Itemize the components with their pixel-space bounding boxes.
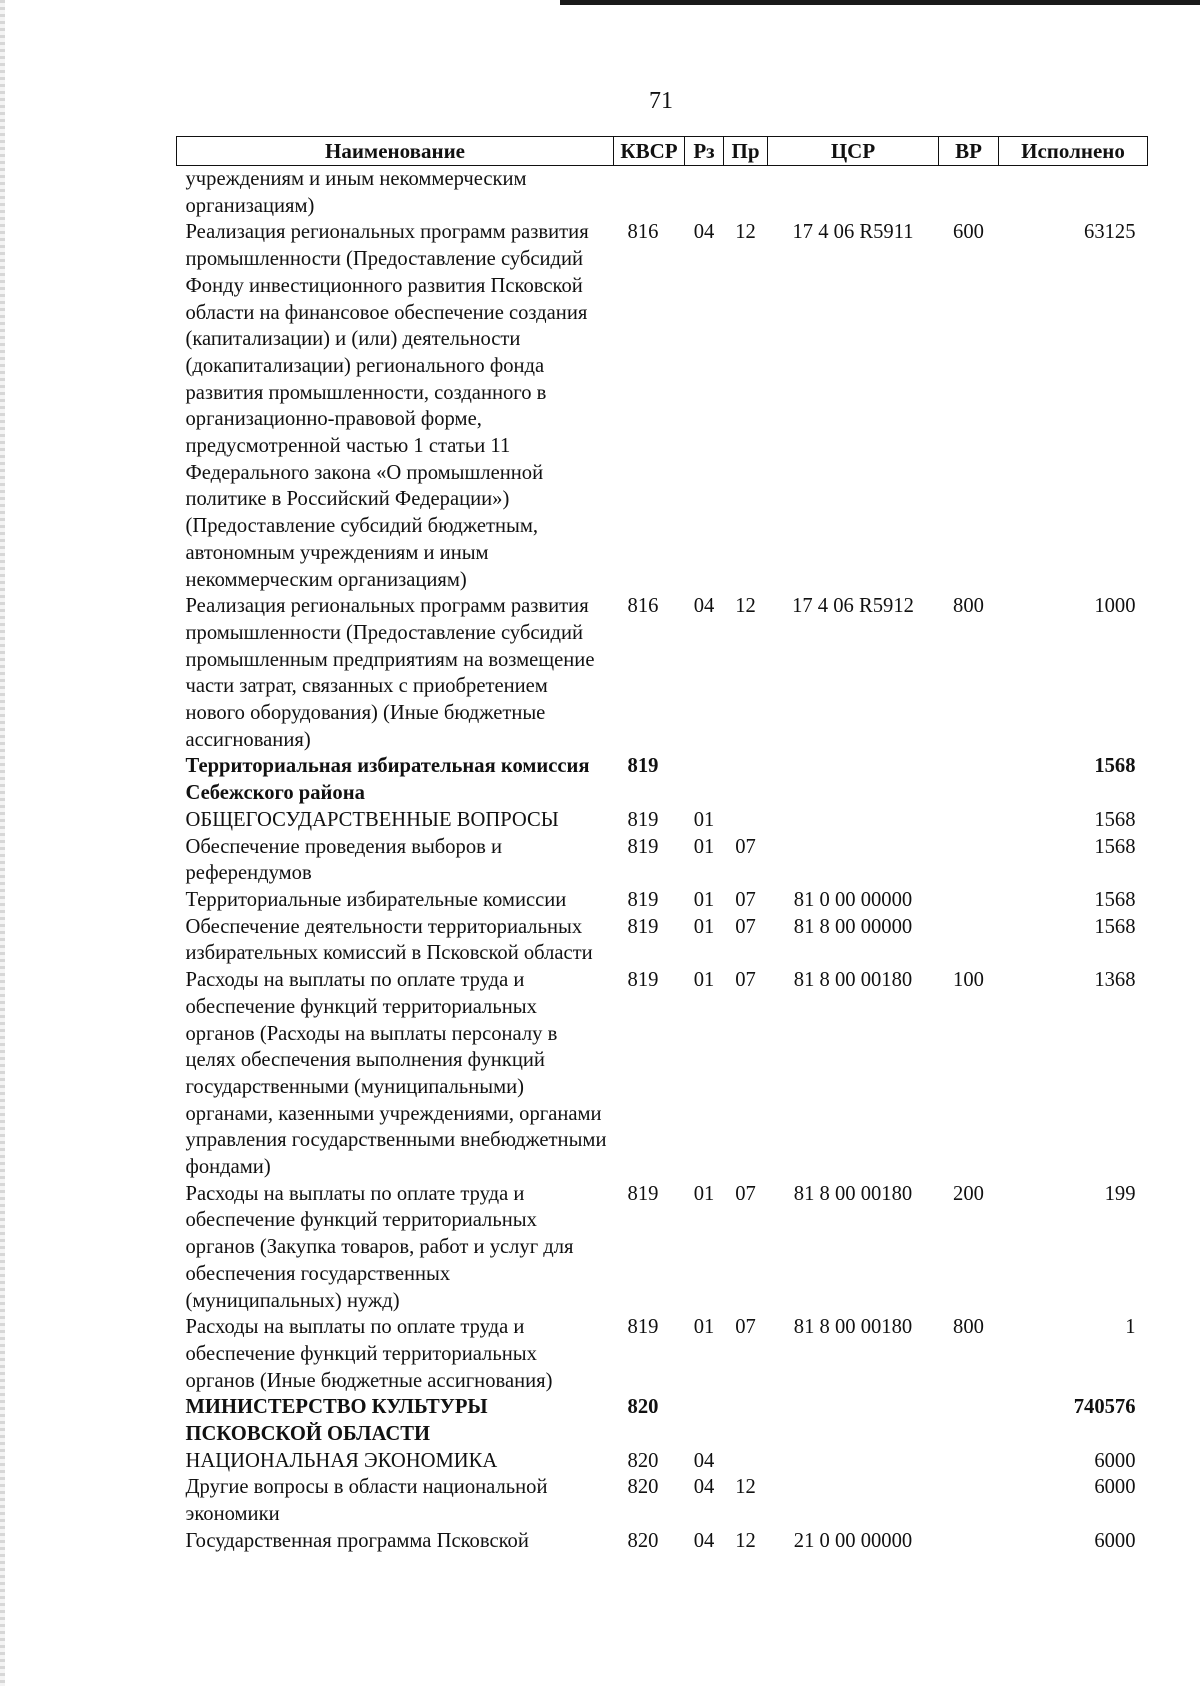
cell-csr [768,807,939,834]
cell-executed: 1568 [1094,888,1136,911]
cell-rz: 04 [693,1476,715,1499]
cell-executed: 1000 [1094,595,1136,618]
cell-vr [939,914,999,967]
cell-pr [724,1394,768,1447]
cell-executed: 199 [1104,1182,1136,1205]
cell-csr [768,166,939,220]
cell-rz [685,753,724,806]
cell-csr: 81 8 00 00000 [793,915,913,938]
cell-vr [939,834,999,887]
cell-name: Территориальная избирательная комиссия Себежского района [185,755,590,805]
cell-rz [685,166,724,220]
cell-vr [939,887,999,914]
header-vr: ВР [939,137,999,166]
cell-pr: 12 [735,595,756,618]
cell-rz: 04 [693,595,715,618]
cell-rz: 04 [693,221,715,244]
cell-name: Расходы на выплаты по оплате труда и обеспечение функций территориальных органов (Иные бюджетные ассигнования) [185,1316,553,1392]
header-csr: ЦСР [768,137,939,166]
cell-pr: 12 [735,1476,756,1499]
cell-name: Государственная программа Псковской [185,1529,529,1552]
cell-name: Территориальные избирательные комиссии [185,888,567,911]
table-row [177,967,1148,1181]
cell-pr [724,807,768,834]
cell-csr: 81 8 00 00180 [793,1182,913,1205]
cell-rz: 01 [693,835,715,858]
cell-kvsr [614,166,685,220]
cell-kvsr: 819 [627,1182,659,1205]
cell-pr [724,1448,768,1475]
table-row [177,593,1148,753]
cell-pr [724,166,768,220]
cell-vr [939,1528,999,1555]
scan-edge-left [0,0,5,1686]
table-row [177,1528,1148,1555]
header-kvsr: КВСР [614,137,685,166]
cell-csr: 21 0 00 00000 [793,1529,913,1552]
cell-vr [939,1394,999,1447]
cell-vr: 800 [953,595,984,618]
cell-rz: 01 [693,1182,715,1205]
cell-csr [768,753,939,806]
cell-executed: 1 [1125,1316,1136,1339]
header-name: Наименование [177,137,614,166]
cell-rz: 01 [693,915,715,938]
cell-csr: 81 8 00 00180 [793,1316,913,1339]
cell-vr: 200 [953,1182,984,1205]
cell-rz: 01 [693,808,715,831]
cell-kvsr: 819 [627,969,659,992]
cell-name: Обеспечение проведения выборов и референдумов [185,835,503,885]
table-row [177,219,1148,593]
cell-vr [939,1448,999,1475]
cell-kvsr: 820 [627,1529,659,1552]
cell-vr: 100 [953,969,984,992]
table-row [177,1474,1148,1527]
cell-name: МИНИСТЕРСТВО КУЛЬТУРЫ ПСКОВСКОЙ ОБЛАСТИ [185,1396,488,1446]
table-row [177,1314,1148,1394]
table-header-row [177,137,1148,166]
cell-executed: 63125 [1084,221,1136,244]
table-row [177,1448,1148,1475]
cell-kvsr: 820 [627,1476,659,1499]
header-rz: Рз [685,137,724,166]
budget-execution-table [176,136,1148,1555]
header-executed: Исполнено [999,137,1148,166]
cell-name: Обеспечение деятельности территориальных избирательных комиссий в Псковской области [185,915,593,965]
cell-pr [724,753,768,806]
cell-pr: 07 [735,835,756,858]
cell-kvsr: 819 [627,808,659,831]
table-row [177,166,1148,220]
cell-csr: 17 4 06 R5911 [792,221,914,244]
cell-vr [939,166,999,220]
cell-vr [939,1474,999,1527]
cell-pr: 07 [735,969,756,992]
cell-kvsr: 816 [627,221,659,244]
cell-pr: 07 [735,888,756,911]
cell-executed: 1568 [1094,835,1136,858]
cell-vr [939,807,999,834]
cell-csr [768,1448,939,1475]
cell-kvsr: 819 [627,1316,659,1339]
cell-name: Реализация региональных программ развития промышленности (Предоставление субсидий Фонду инвестиционного развития Псковской области на финансовое обеспечение создания (капитализации) и (или) деятельности (докапитализации) регионального фонда развития промышленности, созданного в организационно-правовой форме, предусмотренной частью 1 статьи 11 Федерального закона «О промышленной политике в Российский Федерации») (Предоставление субсидий бюджетным, автономным учреждениям и иным некоммерческим организациям) [185,221,589,591]
cell-pr: 07 [735,915,756,938]
cell-executed: 740576 [1073,1396,1136,1419]
table-body [177,166,1148,1555]
cell-pr: 07 [735,1182,756,1205]
cell-executed [999,166,1148,220]
cell-name: НАЦИОНАЛЬНАЯ ЭКОНОМИКА [185,1449,498,1472]
cell-name: Расходы на выплаты по оплате труда и обеспечение функций территориальных органов (Расходы на выплаты персоналу в целях обеспечения выполнения функций государственными (муниципальными) органами, казенными учреждениями, органами управления государственными внебюджетными фондами) [185,969,607,1179]
cell-vr: 600 [953,221,984,244]
cell-vr [939,753,999,806]
cell-rz: 01 [693,969,715,992]
cell-rz: 04 [693,1529,715,1552]
cell-csr: 81 0 00 00000 [793,888,913,911]
cell-pr: 07 [735,1316,756,1339]
cell-pr: 12 [735,1529,756,1552]
table-row [177,807,1148,834]
cell-rz [685,1394,724,1447]
page-number: 71 [649,88,673,114]
cell-name: Другие вопросы в области национальной экономики [185,1476,548,1526]
cell-csr [768,1474,939,1527]
table-row [177,753,1148,806]
cell-executed: 1568 [1094,755,1136,778]
cell-executed: 1368 [1094,969,1136,992]
scan-edge-top [560,0,1200,5]
cell-executed: 1568 [1094,808,1136,831]
cell-csr: 81 8 00 00180 [793,969,913,992]
cell-name: учреждениям и иным некоммерческим организациям) [185,168,527,217]
cell-executed: 6000 [1094,1529,1136,1552]
cell-name: Реализация региональных программ развития промышленности (Предоставление субсидий промышленным предприятиям на возмещение части затрат, связанных с приобретением нового оборудования) (Иные бюджетные ассигнования) [185,595,595,751]
cell-vr: 800 [953,1316,984,1339]
cell-rz: 01 [693,888,715,911]
cell-kvsr: 820 [627,1396,659,1419]
table-row [177,887,1148,914]
cell-csr [768,834,939,887]
header-pr: Пр [724,137,768,166]
cell-kvsr: 816 [627,595,659,618]
table-row [177,1181,1148,1315]
cell-kvsr: 819 [627,835,659,858]
cell-name: ОБЩЕГОСУДАРСТВЕННЫЕ ВОПРОСЫ [185,808,559,831]
table-row [177,1394,1148,1447]
table-row [177,834,1148,887]
cell-name: Расходы на выплаты по оплате труда и обеспечение функций территориальных органов (Закупка товаров, работ и услуг для обеспечения государственных (муниципальных) нужд) [185,1182,574,1312]
cell-csr: 17 4 06 R5912 [792,595,914,618]
cell-kvsr: 820 [627,1449,659,1472]
cell-rz: 01 [693,1316,715,1339]
cell-rz: 04 [693,1449,715,1472]
table-row [177,914,1148,967]
cell-executed: 6000 [1094,1449,1136,1472]
cell-executed: 6000 [1094,1476,1136,1499]
cell-kvsr: 819 [627,915,659,938]
cell-executed: 1568 [1094,915,1136,938]
cell-kvsr: 819 [627,888,659,911]
cell-pr: 12 [735,221,756,244]
cell-kvsr: 819 [627,755,659,778]
cell-csr [768,1394,939,1447]
